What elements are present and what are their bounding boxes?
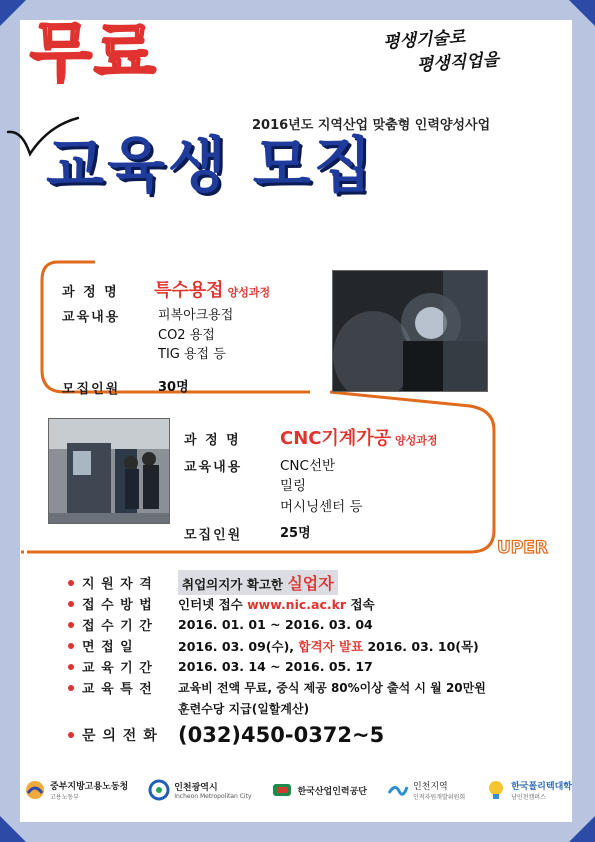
info-method-label: 접 수 방 법 [82, 598, 153, 613]
course-2-content-item: 밀링 [280, 478, 307, 495]
logo-incheon [148, 779, 251, 801]
info-eligibility-prefix: 취업의지가 확고한 [182, 577, 283, 592]
cnc-machine-photo [48, 418, 170, 524]
info-list [68, 572, 486, 751]
course-2-content-list [280, 456, 363, 517]
info-interview-date: 2016. 03. 09(수), [178, 638, 295, 654]
info-method-suffix: 접속 [350, 596, 375, 612]
info-period-label: 접 수 기 간 [82, 619, 153, 634]
info-benefit-cont [68, 698, 486, 719]
course-1-content-row [62, 306, 233, 365]
info-period-value: 2016. 01. 01 ~ 2016. 03. 04 [178, 617, 373, 632]
info-method-value [178, 595, 375, 613]
bullet-icon [68, 622, 74, 628]
info-contact-label: 문 의 전 화 [82, 728, 158, 744]
info-contact-value[interactable]: (032)450-0372~5 [178, 723, 385, 747]
info-eligibility-label: 지 원 자 격 [82, 577, 153, 592]
moel-emblem-icon [24, 779, 46, 801]
bullet-icon [68, 643, 74, 649]
course-2-name: CNC기계가공 [280, 428, 392, 449]
info-benefit-line-1: 교육비 전액 무료, 중식 제공 80%이상 출석 시 월 20만원 [178, 681, 486, 695]
info-benefit-line-2: 훈련수당 지급(일할계산) [178, 702, 310, 716]
welding-scene-illustration [333, 271, 487, 391]
info-contact [68, 719, 486, 751]
polytech-emblem-icon [485, 779, 507, 801]
course-2-recruit-row [184, 524, 311, 544]
page-title: 교육생 모집 [46, 131, 375, 201]
welding-photo [332, 270, 488, 392]
course-1-name: 특수용접 [154, 280, 224, 301]
course-2-name-suffix: 양성과정 [395, 434, 438, 447]
logo-polytech [485, 779, 572, 801]
rc-emblem-icon [387, 779, 409, 801]
uper-mark: UPER [497, 538, 548, 558]
info-method [68, 593, 486, 614]
course-2-content-label: 교육내용 [184, 460, 243, 475]
logo-rc [387, 779, 465, 801]
course-1-content-list [158, 306, 233, 365]
info-period [68, 614, 486, 635]
info-eligibility-value [178, 570, 338, 595]
info-benefit-label: 교 육 특 전 [82, 682, 153, 697]
hrdk-emblem-icon [271, 779, 293, 801]
info-interview-announce: 합격자 발표 [298, 638, 364, 654]
course-2-recruit-label: 모집인원 [184, 528, 243, 543]
info-interview [68, 635, 486, 656]
course-1-recruit-count: 30명 [158, 380, 189, 395]
info-benefit [68, 677, 486, 698]
info-interview-label: 면 접 일 [82, 640, 134, 655]
logo-polytech-sub: 남인천캠퍼스 [511, 794, 546, 801]
sponsor-logos [24, 770, 572, 810]
logo-hrdk [271, 779, 367, 801]
course-1-recruit-label: 모집인원 [62, 382, 121, 397]
course-2-name-label: 과 정 명 [184, 433, 241, 448]
logo-moel-name: 중부지방고용노동청 [50, 782, 129, 792]
course-2-content-row [184, 456, 363, 517]
bullet-icon [68, 732, 74, 738]
course-2-name-row [184, 424, 438, 450]
bullet-icon [68, 580, 74, 586]
incheon-emblem-icon [148, 779, 170, 801]
info-interview-announce-date: 2016. 03. 10(목) [367, 638, 479, 654]
logo-incheon-name: 인천광역시 [174, 783, 218, 793]
info-training-value: 2016. 03. 14 ~ 2016. 05. 17 [178, 659, 373, 674]
info-method-prefix: 인터넷 접수 [178, 596, 243, 612]
info-eligibility-highlight: 실업자 [287, 574, 334, 593]
info-eligibility [68, 572, 486, 593]
bullet-icon [68, 685, 74, 691]
course-1-recruit-row [62, 378, 189, 398]
cnc-scene-illustration [49, 419, 169, 523]
course-1-content-item: CO2 용접 [158, 327, 215, 343]
info-training [68, 656, 486, 677]
slogan-line-1: 평생기술로 [382, 27, 466, 53]
logo-polytech-name: 한국폴리텍대학 [511, 782, 572, 792]
course-1-content-item: TIG 용접 등 [158, 347, 226, 362]
course-1-content-label: 교육내용 [62, 310, 121, 325]
logo-hrdk-name: 한국산업인력공단 [297, 786, 368, 797]
logo-incheon-sub: Incheon Metropolitan City [174, 793, 252, 800]
course-1-content-item: 피복아크용접 [158, 308, 234, 323]
info-interview-value [178, 637, 479, 655]
info-training-label: 교 육 기 간 [82, 661, 153, 676]
course-2-content-item: CNC선반 [280, 458, 336, 474]
course-1-name-row [62, 276, 270, 302]
logo-moel [24, 779, 128, 801]
bullet-icon [68, 664, 74, 670]
logo-moel-sub: 고용노동부 [50, 794, 79, 801]
free-label: 무료 [30, 17, 158, 91]
course-2-content-item: 머시닝센터 등 [280, 498, 363, 515]
course-1-name-label: 과 정 명 [62, 285, 119, 300]
project-name: 2016년도 지역산업 맞춤형 인력양성사업 [252, 118, 491, 133]
info-method-url[interactable]: www.nic.ac.kr [247, 596, 347, 612]
logo-rc-sub: 인적자원개발위원회 [412, 794, 466, 801]
course-1-name-suffix: 양성과정 [227, 286, 271, 299]
bullet-icon [68, 601, 74, 607]
logo-rc-name: 인천지역 [412, 782, 448, 792]
slogan-line-2: 평생직업을 [416, 49, 500, 76]
course-2-recruit-count: 25명 [280, 526, 311, 541]
